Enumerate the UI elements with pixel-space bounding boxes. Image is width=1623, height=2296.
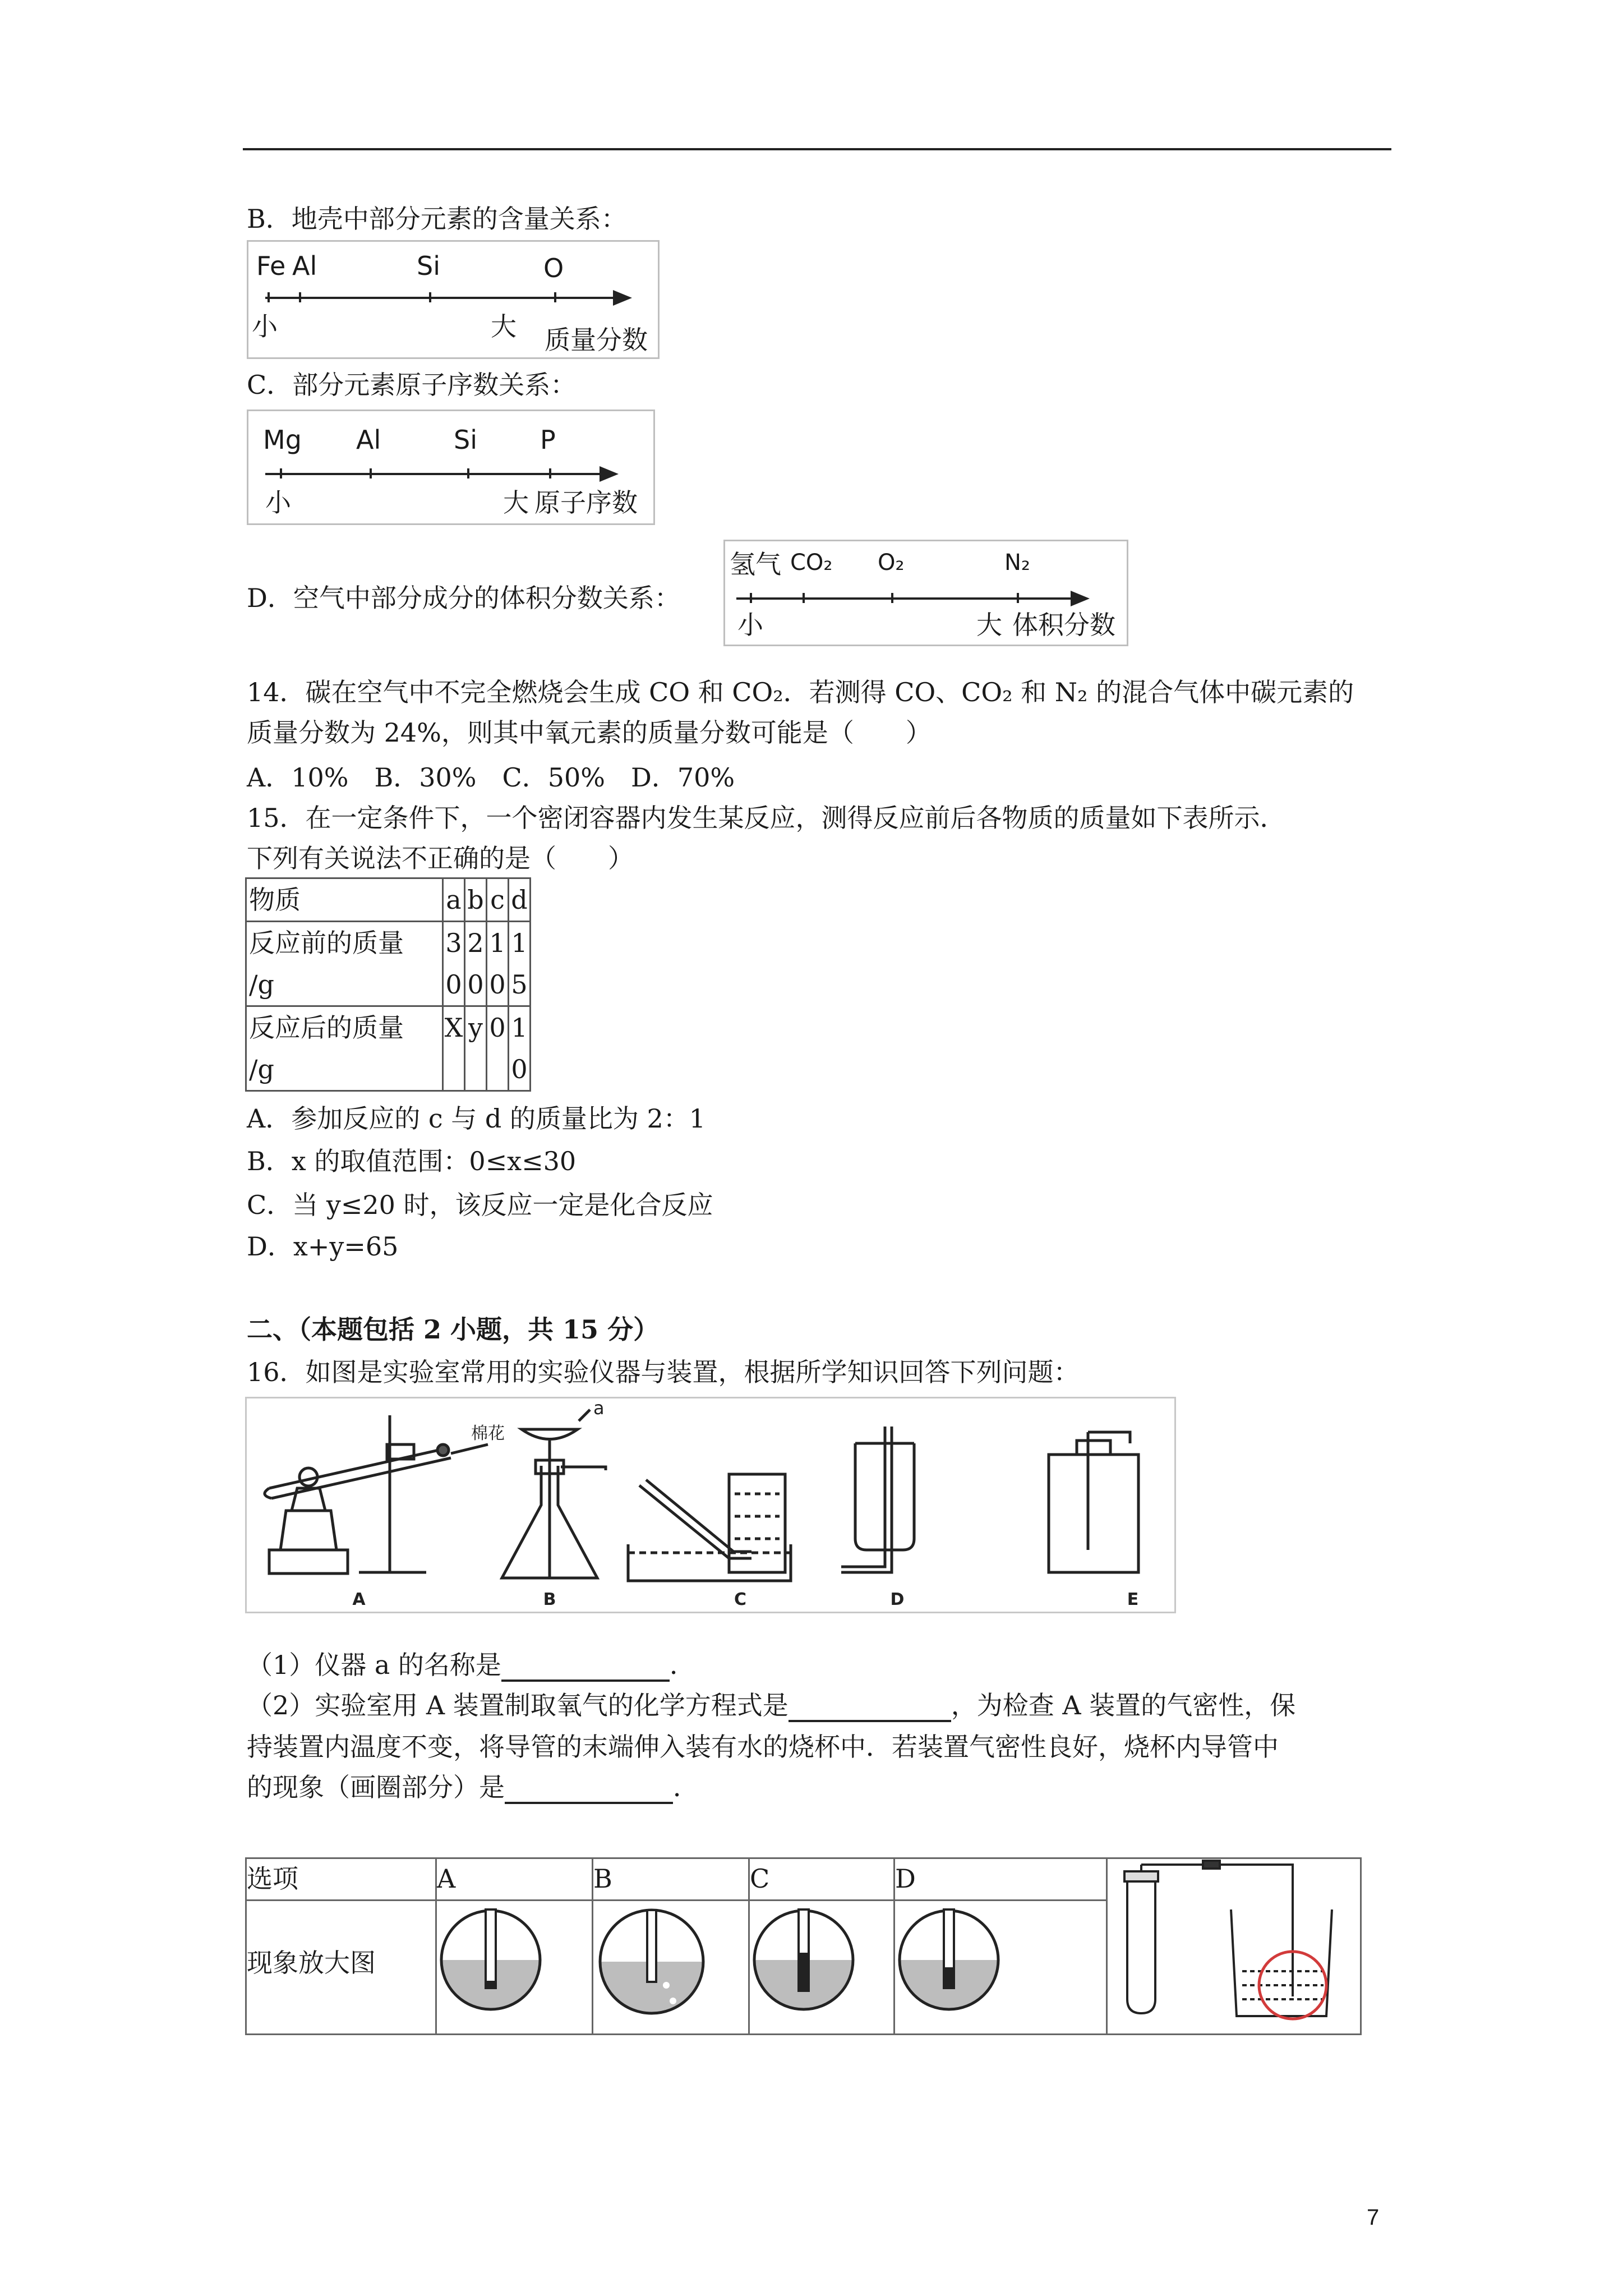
table-cell-label [246, 1006, 443, 1091]
magnified-view-d [895, 1900, 1107, 2034]
axis-tick [549, 468, 551, 478]
element-label: Al [292, 251, 317, 281]
q13-option-c-figure [247, 409, 655, 525]
element-label: Si [454, 425, 477, 455]
table-cell [443, 922, 465, 1006]
element-label: 氢气 [730, 549, 781, 579]
axis-tick [891, 593, 893, 603]
row-label-views: 现象放大图 [246, 1900, 436, 2034]
apparatus-label-a: A [352, 1590, 366, 1609]
q16-options-table [245, 1857, 1362, 2035]
circle-view-d [895, 1901, 1106, 2024]
cell-digit: 2 [467, 928, 484, 958]
row-label-options: 选项 [246, 1858, 436, 1901]
small-label: 小 [737, 610, 763, 640]
q13-option-b-text: B．地壳中部分元素的含量关系： [247, 204, 627, 234]
element-label: Al [356, 425, 381, 455]
q13-option-d-text: D．空气中部分成分的体积分数关系： [247, 583, 680, 613]
table-cell [487, 1006, 509, 1091]
part-2-prefix: （2）实验室用 A 装置制取氧气的化学方程式是 [247, 1690, 789, 1720]
number-line [736, 597, 1073, 600]
big-label: 大 [491, 311, 517, 342]
big-label: 大 [503, 487, 529, 518]
part-2-l3-suffix: ． [673, 1772, 699, 1802]
arrowhead [1071, 591, 1090, 606]
arrowhead [600, 466, 619, 482]
table-header-cell: a [443, 878, 465, 922]
q15-line-2: 下列有关说法不正确的是（ ） [247, 843, 634, 873]
q15-mass-table [245, 877, 531, 1092]
q16-intro: 16．如图是实验室常用的实验仪器与装置，根据所学知识回答下列问题： [247, 1357, 1080, 1387]
axis-tick [429, 292, 431, 302]
magnified-view-c [749, 1900, 895, 2034]
part-2-suffix: ，为检查 A 装置的气密性，保 [951, 1690, 1296, 1720]
arrowhead [613, 290, 632, 306]
cell-digit: X [444, 1013, 463, 1043]
circle-view-c [750, 1901, 893, 2024]
element-label: CO₂ [790, 550, 833, 576]
setup-diagram-cell [1107, 1858, 1361, 2035]
part-1-prefix: （1）仪器 a 的名称是 [247, 1650, 501, 1680]
answer-blank[interactable] [501, 1655, 670, 1682]
q16-part-1 [247, 1648, 695, 1682]
apparatus-label-c: C [734, 1590, 747, 1609]
element-label: O [543, 253, 564, 283]
axis-tick [370, 468, 372, 478]
q15-option-d: D．x+y=65 [247, 1231, 399, 1262]
header-rule [243, 148, 1391, 150]
table-cell [465, 922, 487, 1006]
q13-option-b-figure [247, 240, 660, 359]
axis-label: 原子序数 [534, 487, 638, 518]
q15-option-b: B．x 的取值范围：0≤x≤30 [247, 1146, 577, 1176]
row-label-unit: /g [249, 969, 274, 1000]
airtightness-setup-diagram [1108, 1859, 1360, 2027]
q14-options: A．10% B．30% C．50% D．70% [247, 762, 735, 793]
number-line [265, 473, 602, 475]
cell-digit [444, 1048, 464, 1090]
element-label: Mg [263, 425, 302, 455]
q15-option-a: A．参加反应的 c 与 d 的质量比为 2：1 [247, 1103, 706, 1134]
axis-tick [280, 468, 282, 478]
apparatus-label-e: E [1127, 1590, 1139, 1609]
element-label: N₂ [1004, 550, 1030, 576]
axis-tick [554, 292, 556, 302]
apparatus-label-b: B [543, 1590, 556, 1609]
cell-digit: 0 [511, 1054, 528, 1084]
choice-cell-d: D [895, 1858, 1107, 1901]
funnel-label-a: a [593, 1398, 605, 1419]
element-label: O₂ [878, 550, 905, 576]
small-label: 小 [252, 311, 278, 342]
cell-digit: 0 [489, 969, 506, 1000]
table-header-cell: b [465, 878, 487, 922]
table-cell [509, 922, 531, 1006]
axis-tick [299, 292, 301, 302]
table-cell [443, 1006, 465, 1091]
q14-line-1: 14．碳在空气中不完全燃烧会生成 CO 和 CO₂．若测得 CO、CO₂ 和 N₂ 的混合气体中碳元素的 [247, 677, 1354, 707]
table-header-row [246, 878, 531, 922]
cell-digit: 5 [511, 969, 528, 1000]
cell-digit: 1 [489, 928, 506, 958]
axis-tick [803, 593, 805, 603]
page-number: 7 [1367, 2205, 1380, 2230]
cell-digit [465, 1048, 486, 1090]
table-cell [487, 922, 509, 1006]
axis-tick [750, 593, 752, 603]
cell-digit: y [468, 1013, 483, 1043]
cell-digit [487, 1048, 508, 1090]
axis-label: 质量分数 [545, 325, 648, 355]
choice-cell-a: A [436, 1858, 593, 1901]
options-row-labels [246, 1858, 1361, 1901]
circle-view-b [593, 1901, 748, 2024]
table-header-cell: d [509, 878, 531, 922]
q16-part-2-line-1 [247, 1688, 1295, 1722]
q16-part-2-line-3 [247, 1770, 699, 1804]
cell-digit: 1 [511, 1013, 528, 1043]
magnified-view-a [436, 1900, 593, 2034]
big-label: 大 [976, 610, 1002, 640]
row-label-line: 反应后的质量 [249, 1013, 404, 1043]
element-label: Fe [256, 251, 286, 281]
row-label-line: 反应前的质量 [249, 928, 404, 958]
q15-option-c: C．当 y≤20 时，该反应一定是化合反应 [247, 1190, 713, 1220]
q15-line-1: 15．在一定条件下，一个密闭容器内发生某反应，测得反应前后各物质的质量如下表所示． [247, 803, 1286, 833]
table-cell [465, 1006, 487, 1091]
table-row [246, 1006, 531, 1091]
magnified-view-b [593, 1900, 749, 2034]
apparatus-label-d: D [890, 1590, 905, 1609]
q14-line-2: 质量分数为 24%，则其中氧元素的质量分数可能是（ ） [247, 717, 932, 748]
answer-blank[interactable] [789, 1695, 951, 1722]
table-cell-label [246, 922, 443, 1006]
element-label: P [540, 425, 556, 455]
cell-digit: 0 [445, 969, 462, 1000]
small-label: 小 [265, 487, 291, 518]
cell-digit: 0 [489, 1013, 506, 1043]
section-heading: 二、（本题包括 2 小题，共 15 分） [247, 1314, 660, 1345]
table-cell [509, 1006, 531, 1091]
q13-option-d-figure [723, 540, 1128, 646]
choice-cell-c: C [749, 1858, 895, 1901]
cell-digit: 1 [511, 928, 528, 958]
answer-blank[interactable] [505, 1777, 673, 1804]
table-header-cell: c [487, 878, 509, 922]
axis-label: 体积分数 [1012, 610, 1115, 640]
axis-tick [467, 468, 469, 478]
apparatus-figure [245, 1397, 1176, 1613]
cotton-label: 棉花 [471, 1424, 505, 1443]
q13-option-c-text: C．部分元素原子序数关系： [247, 370, 577, 400]
row-label-unit: /g [249, 1054, 274, 1084]
element-label: Si [417, 251, 440, 281]
axis-tick [268, 292, 270, 302]
table-header-cell: 物质 [246, 878, 443, 922]
cell-digit: 0 [467, 969, 484, 1000]
choice-cell-b: B [593, 1858, 749, 1901]
part-1-suffix: ． [669, 1650, 695, 1680]
circle-view-a [437, 1901, 592, 2024]
q16-part-2-line-2: 持装置内温度不变，将导管的末端伸入装有水的烧杯中．若装置气密性良好，烧杯内导管中 [247, 1732, 1279, 1762]
apparatus-drawing [247, 1398, 1174, 1612]
cell-digit: 3 [445, 928, 462, 958]
part-2-l3-prefix: 的现象（画圈部分）是 [247, 1772, 505, 1802]
axis-tick [1017, 593, 1019, 603]
number-line [265, 297, 615, 299]
table-row [246, 922, 531, 1006]
